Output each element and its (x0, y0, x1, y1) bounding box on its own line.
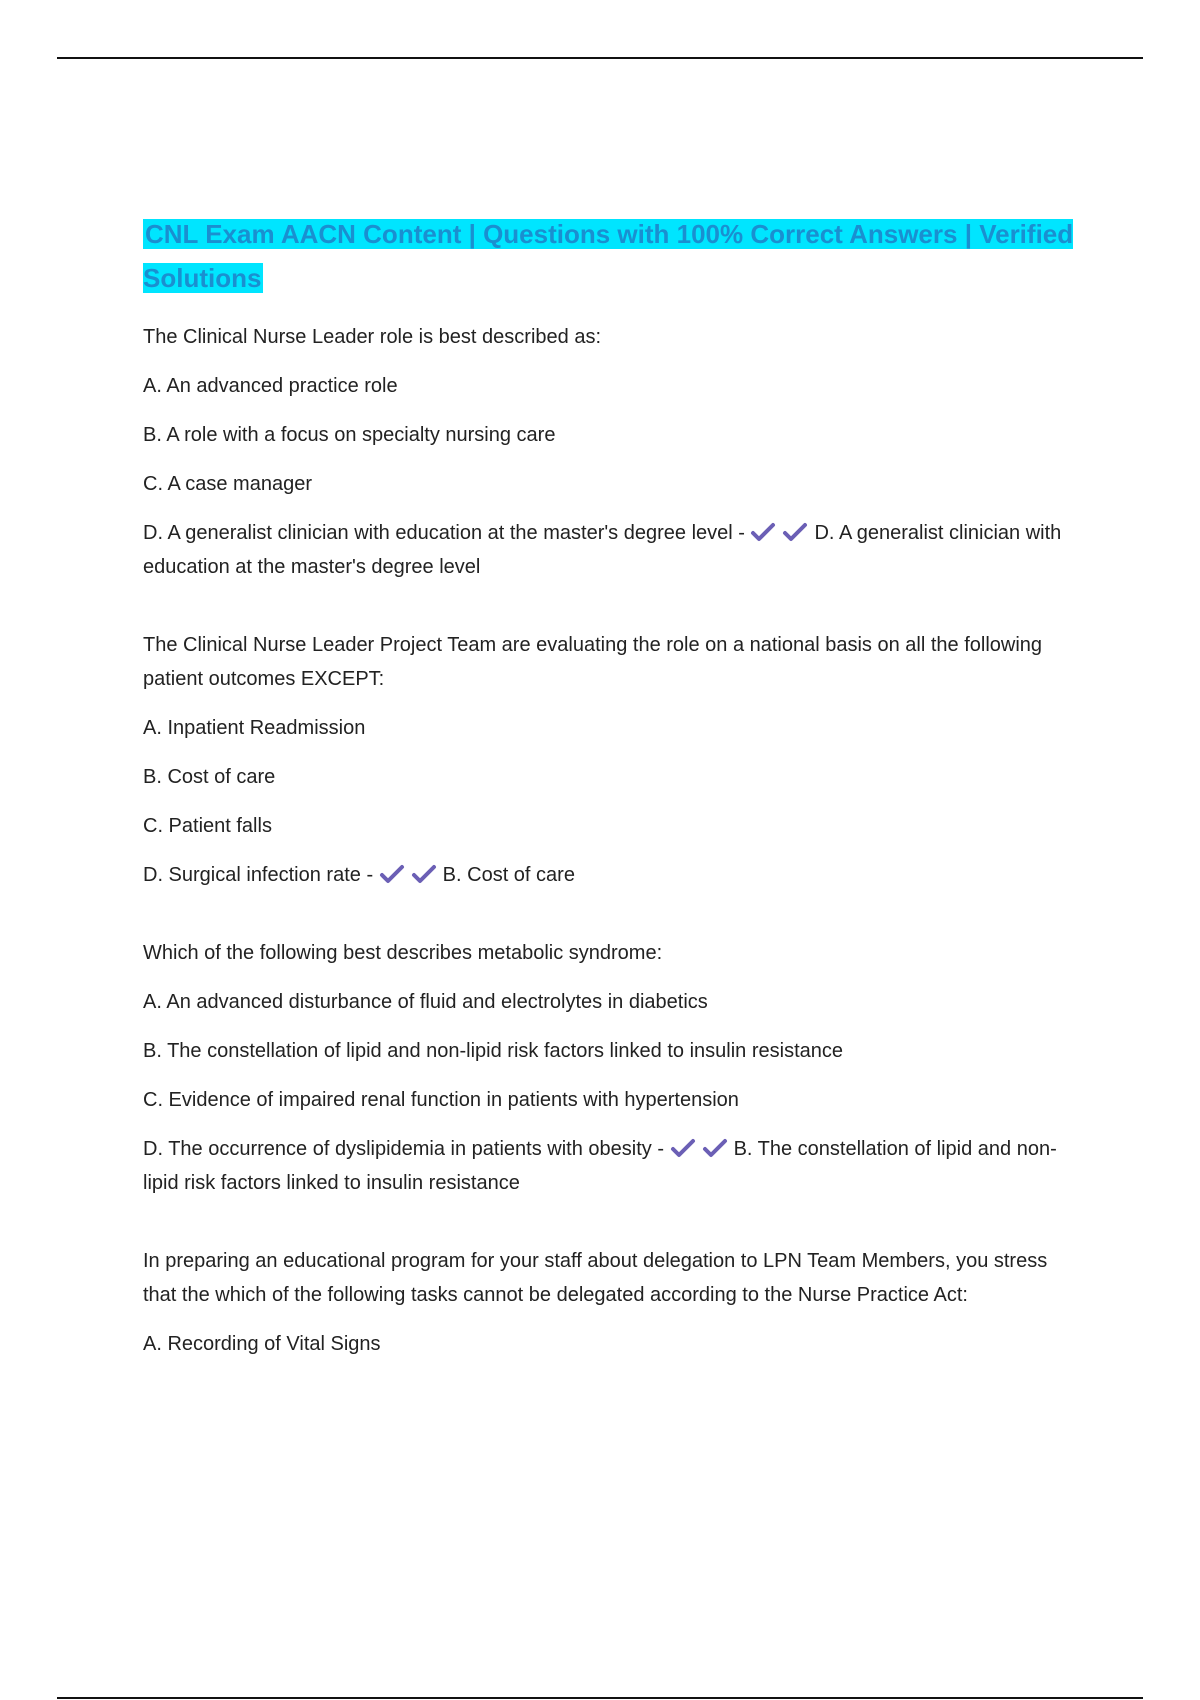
question-prompt: In preparing an educational program for your staff about delegation to LPN Team Members, you stress that the which of the following tasks cannot be delegated according to the Nurse Practice Act: (143, 1250, 1048, 1306)
check-icon (411, 864, 437, 884)
check-icon (379, 864, 405, 884)
option: B. A role with a focus on specialty nursing care (143, 424, 556, 446)
option: B. The constellation of lipid and non-lipid risk factors linked to insulin resistance (143, 1040, 843, 1062)
question-prompt: Which of the following best describes metabolic syndrome: (143, 942, 663, 964)
question-3 (143, 936, 1083, 1200)
correct-answer: D. A generalist clinician with education at the master's degree level (143, 522, 1062, 578)
correct-answer: B. Cost of care (442, 864, 575, 886)
option: A. An advanced practice role (143, 375, 398, 397)
option: A. Recording of Vital Signs (143, 1333, 381, 1355)
top-rule (57, 57, 1143, 59)
check-icon (782, 522, 808, 542)
check-icon (750, 522, 776, 542)
question-prompt: The Clinical Nurse Leader role is best described as: (143, 326, 601, 348)
option: D. The occurrence of dyslipidemia in patients with obesity - (143, 1138, 664, 1160)
document-body (143, 212, 1083, 1376)
question-prompt: The Clinical Nurse Leader Project Team are evaluating the role on a national basis on all the following patient outcomes EXCEPT: (143, 634, 1043, 690)
document-title: CNL Exam AACN Content | Questions with 100% Correct Answers | Verified Solutions (143, 219, 1074, 293)
option-with-answer (143, 858, 1083, 892)
correct-answer: B. The constellation of lipid and non-lipid risk factors linked to insulin resistance (143, 1138, 1057, 1194)
option: D. A generalist clinician with education at the master's degree level - (143, 522, 745, 544)
option: C. Patient falls (143, 815, 272, 837)
check-icon (702, 1138, 728, 1158)
option: C. Evidence of impaired renal function in patients with hypertension (143, 1089, 739, 1111)
option: B. Cost of care (143, 766, 276, 788)
option-with-answer (143, 1132, 1083, 1200)
question-4 (143, 1244, 1083, 1361)
option: D. Surgical infection rate - (143, 864, 374, 886)
check-icon (670, 1138, 696, 1158)
option: C. A case manager (143, 473, 312, 495)
question-1 (143, 320, 1083, 584)
option: A. An advanced disturbance of fluid and electrolytes in diabetics (143, 991, 708, 1013)
question-2 (143, 628, 1083, 892)
option-with-answer (143, 516, 1083, 584)
option: A. Inpatient Readmission (143, 717, 366, 739)
bottom-rule (57, 1697, 1143, 1699)
